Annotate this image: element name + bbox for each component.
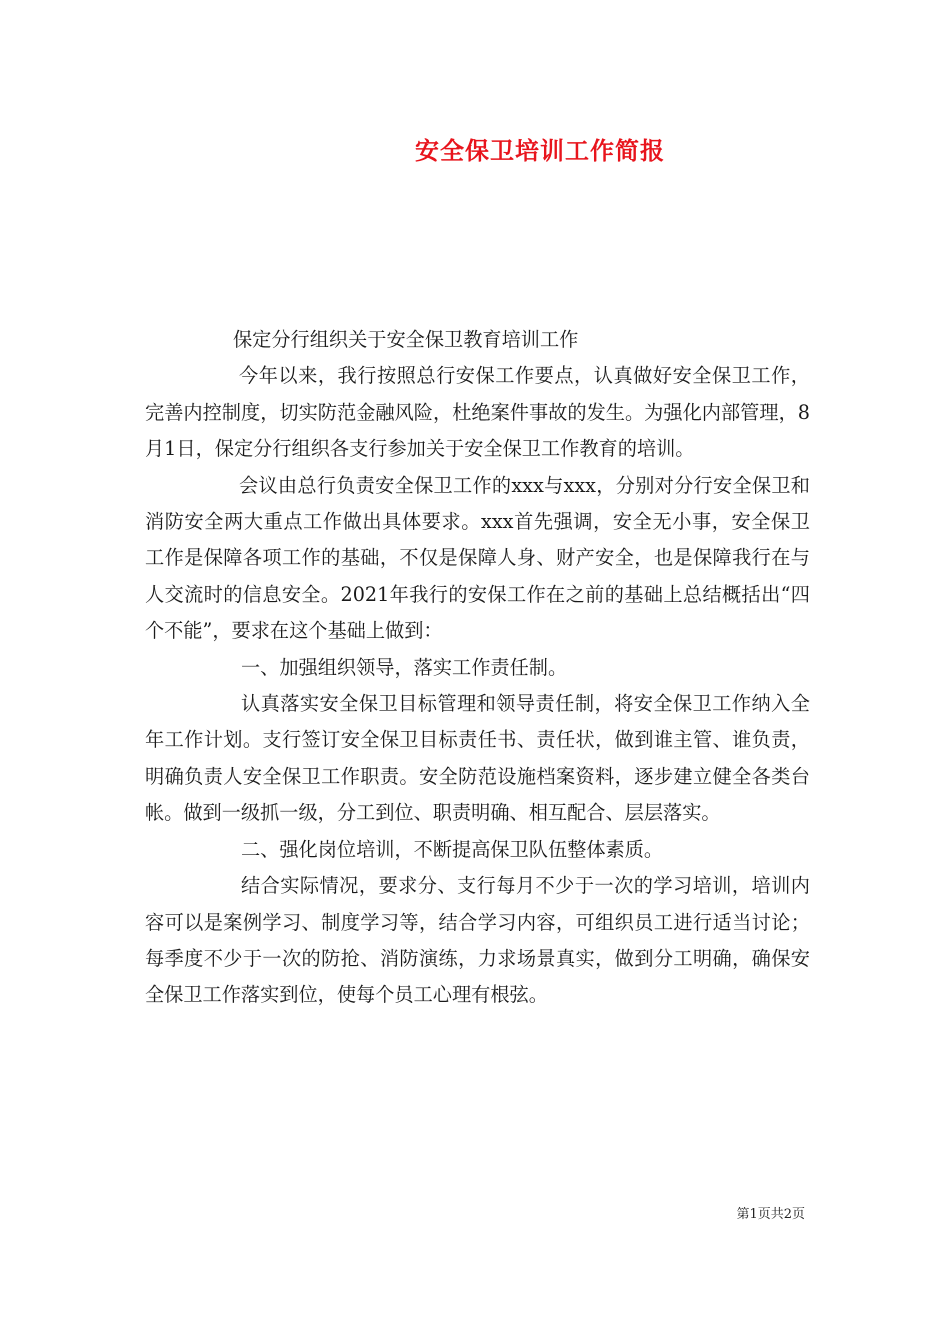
page-number-footer: 第1页共2页 — [736, 1207, 805, 1222]
paragraph-intro: 今年以来，我行按照总行安保工作要点，认真做好安全保卫工作，完善内控制度，切实防范金融风险，杜绝案件事故的发生。为强化内部管理，8月1日，保定分行组织各支行参加关于安全保卫工作教育的培训。 — [145, 364, 810, 461]
document-body — [145, 322, 810, 1014]
paragraph-meeting: 会议由总行负责安全保卫工作的xxx与xxx，分别对分行安全保卫和消防安全两大重点工作做出具体要求。xxx首先强调，安全无小事，安全保卫工作是保障各项工作的基础，不仅是保障人身、财产安全，也是保障我行在与人交流时的信息安全。2021年我行的安保工作在之前的基础上总结概括出“四个不能”，要求在这个基础上做到： — [145, 473, 810, 643]
section-1-body: 认真落实安全保卫目标管理和领导责任制，将安全保卫工作纳入全年工作计划。支行签订安全保卫目标责任书、责任状，做到谁主管、谁负责，明确负责人安全保卫工作职责。安全防范设施档案资料，逐步建立健全各类台帐。做到一级抓一级，分工到位、职责明确、相互配合、层层落实。 — [145, 692, 810, 825]
document-title: 安全保卫培训工作简报 — [415, 136, 665, 165]
section-2-heading: 二、强化岗位培训，不断提高保卫队伍整体素质。 — [241, 837, 664, 861]
section-1-heading: 一、加强组织领导，落实工作责任制。 — [241, 655, 568, 679]
document-subtitle: 保定分行组织关于安全保卫教育培训工作 — [233, 328, 579, 351]
section-2-body: 结合实际情况，要求分、支行每月不少于一次的学习培训，培训内容可以是案例学习、制度学习等，结合学习内容，可组织员工进行适当讨论；每季度不少于一次的防抢、消防演练，力求场景真实，做到分工明确，确保安全保卫工作落实到位，使每个员工心理有根弦。 — [145, 874, 810, 1007]
